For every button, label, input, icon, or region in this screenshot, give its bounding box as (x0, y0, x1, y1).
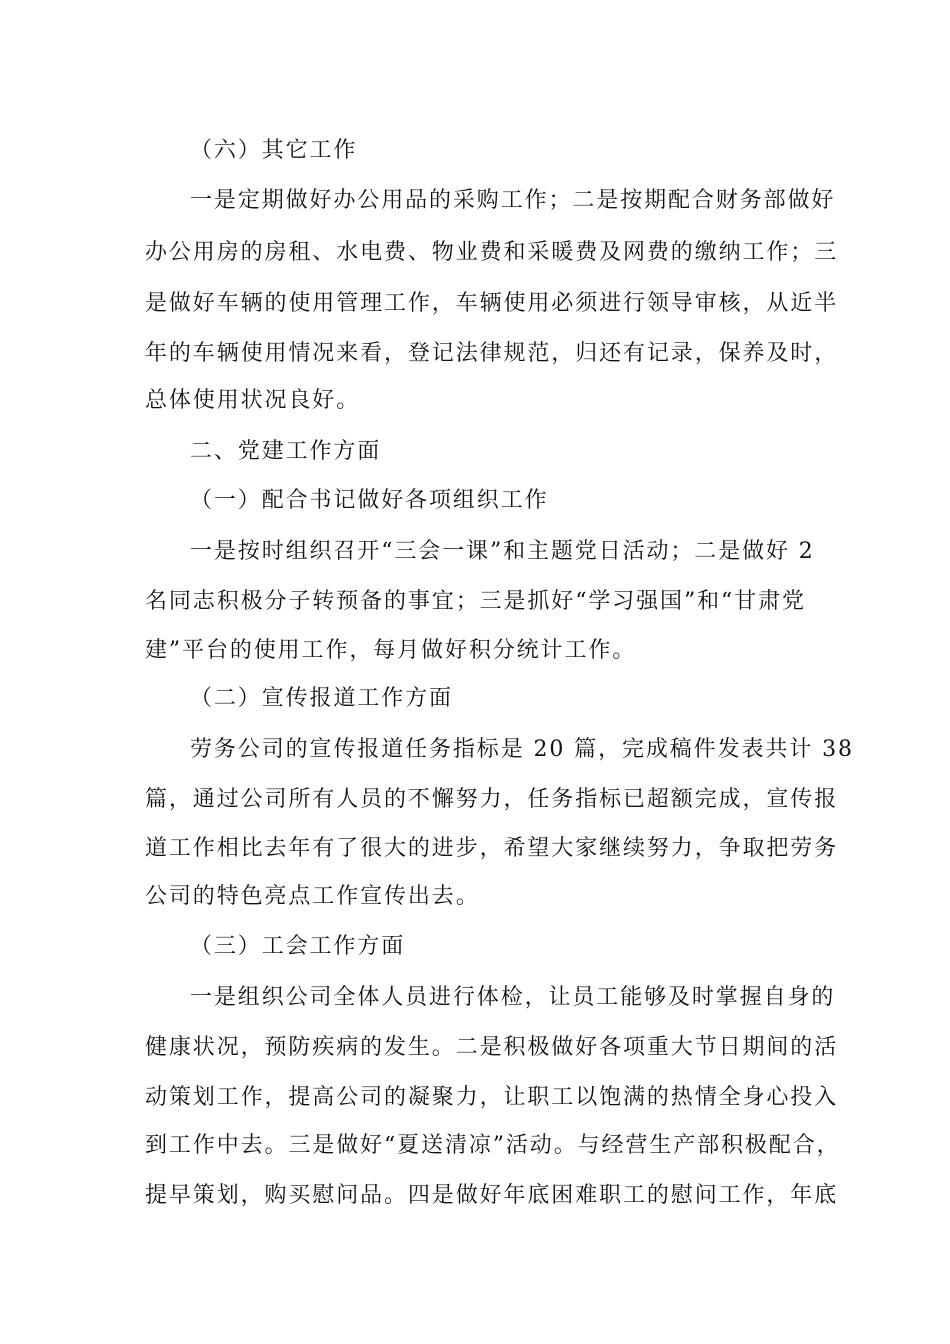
paragraph-line: 公司的特色亮点工作宣传出去。 (145, 884, 480, 909)
paragraph-line: 健康状况，预防疾病的发生。二是积极做好各项重大节日期间的活 (145, 1035, 839, 1060)
subsection-heading-union: （三）工会工作方面 (190, 934, 406, 959)
paragraph-line: 道工作相比去年有了很大的进步，希望大家继续努力，争取把劳务 (145, 836, 839, 861)
section-heading-party-building: 二、党建工作方面 (190, 439, 382, 464)
paragraph-line: 篇，通过公司所有人员的不懈努力，任务指标已超额完成，宣传报 (145, 787, 839, 812)
paragraph-line: 提早策划，购买慰问品。四是做好年底困难职工的慰问工作，年底 (145, 1183, 839, 1208)
paragraph-line: 一是定期做好办公用品的采购工作；二是按期配合财务部做好 (190, 188, 836, 213)
paragraph-line: 是做好车辆的使用管理工作，车辆使用必须进行领导审核，从近半 (145, 291, 839, 316)
paragraph-line: 一是按时组织召开“三会一课”和主题党日活动；二是做好 2 (190, 539, 815, 564)
paragraph-line: 建”平台的使用工作，每月做好积分统计工作。 (145, 638, 637, 663)
paragraph-line: 总体使用状况良好。 (145, 388, 361, 413)
paragraph-line: 到工作中去。三是做好“夏送清凉”活动。与经营生产部积极配合， (145, 1133, 841, 1158)
paragraph-line: 劳务公司的宣传报道任务指标是 20 篇，完成稿件发表共计 38 (190, 737, 854, 762)
paragraph-line: 一是组织公司全体人员进行体检，让员工能够及时掌握自身的 (190, 985, 836, 1010)
subsection-heading-organization: （一）配合书记做好各项组织工作 (190, 488, 549, 513)
paragraph-line: 办公用房的房租、水电费、物业费和采暖费及网费的缴纳工作；三 (145, 240, 839, 265)
paragraph-line: 名同志积极分子转预备的事宜；三是抓好“学习强国”和“甘肃党 (145, 589, 806, 614)
subsection-heading-publicity: （二）宣传报道工作方面 (190, 686, 453, 711)
section-heading-other-work: （六）其它工作 (190, 138, 358, 163)
paragraph-line: 动策划工作，提高公司的凝聚力，让职工以饱满的热情全身心投入 (145, 1085, 839, 1110)
paragraph-line: 年的车辆使用情况来看，登记法律规范，归还有记录，保养及时， (145, 341, 839, 366)
